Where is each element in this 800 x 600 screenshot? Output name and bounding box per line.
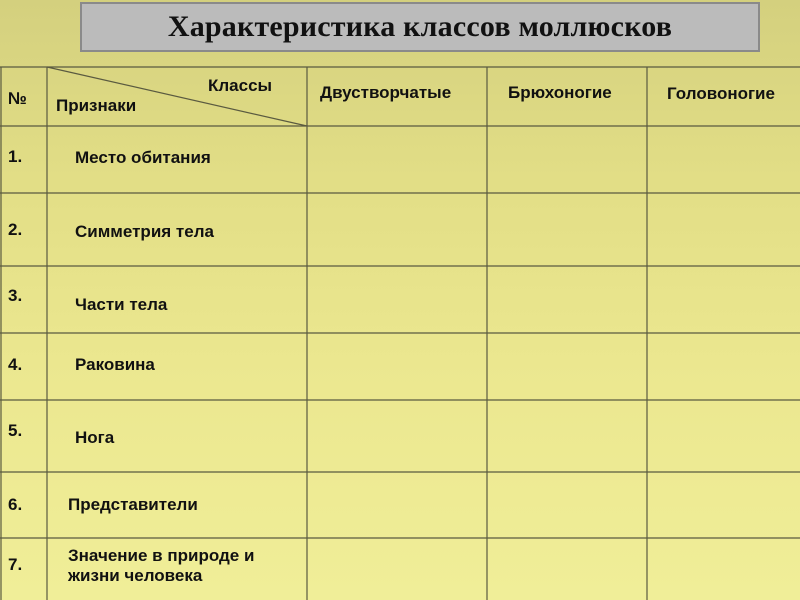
row-feature: Раковина bbox=[75, 355, 155, 374]
header-features-label: Признаки bbox=[56, 96, 137, 115]
row-number: 4. bbox=[8, 355, 23, 374]
row-number: 2. bbox=[8, 220, 23, 239]
row-number: 5. bbox=[8, 421, 23, 440]
row-number: 1. bbox=[8, 147, 23, 166]
header-col-cephalopods: Головоногие bbox=[667, 84, 775, 103]
page-title: Характеристика классов моллюсков bbox=[167, 10, 673, 43]
header-number-sign: № bbox=[8, 89, 27, 108]
row-feature: Части тела bbox=[75, 295, 168, 314]
header-classes-label: Классы bbox=[208, 76, 273, 95]
header-col-bivalves: Двустворчатые bbox=[320, 83, 452, 102]
row-number: 7. bbox=[8, 555, 23, 574]
row-feature: Место обитания bbox=[75, 148, 211, 167]
header-col-gastropods: Брюхоногие bbox=[508, 83, 612, 102]
row-feature: Значение в природе и жизни человека bbox=[68, 546, 255, 586]
row-feature: Представители bbox=[68, 495, 198, 514]
row-number: 3. bbox=[8, 286, 23, 305]
row-feature: Симметрия тела bbox=[75, 222, 214, 241]
row-feature: Нога bbox=[75, 428, 115, 447]
row-number: 6. bbox=[8, 495, 23, 514]
